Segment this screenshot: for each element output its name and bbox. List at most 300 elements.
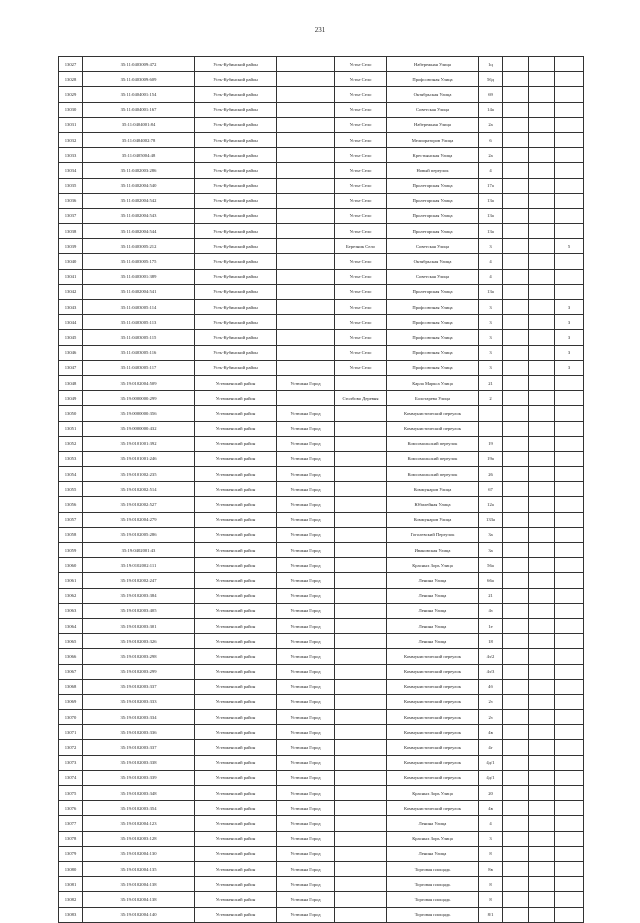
building-cell [503, 117, 529, 132]
building-cell [503, 254, 529, 269]
city-cell [277, 117, 335, 132]
building-cell [503, 360, 529, 375]
settlement-cell: Устье Село [335, 360, 387, 375]
city-cell: Устюжна Город [277, 543, 335, 558]
city-cell: Устюжна Город [277, 770, 335, 785]
apartment-cell [555, 451, 584, 466]
settlement-cell: Устье Село [335, 208, 387, 223]
apartment-cell: 3 [555, 330, 584, 345]
building-cell [503, 861, 529, 876]
apartment-cell [555, 649, 584, 664]
row-number-cell: 13069 [59, 694, 83, 709]
apartment-cell [555, 861, 584, 876]
house-cell: 3 [479, 315, 503, 330]
apartment-cell [555, 467, 584, 482]
house-cell: 67 [479, 482, 503, 497]
district-cell: Усть-Кубинский район [195, 345, 277, 360]
apartment-cell [555, 634, 584, 649]
apartment-cell: 3 [555, 345, 584, 360]
table-row [59, 163, 584, 178]
street-cell: Комсомольский переулок [387, 467, 479, 482]
street-cell: Гоголевский Переулок [387, 527, 479, 542]
table-row [59, 102, 584, 117]
row-number-cell: 13037 [59, 208, 83, 223]
apartment-cell [555, 527, 584, 542]
street-cell: Коммунистический переулок [387, 801, 479, 816]
district-cell: Устюженский район [195, 907, 277, 922]
district-cell: Устюженский район [195, 740, 277, 755]
house-cell: 4з [479, 603, 503, 618]
settlement-cell [335, 634, 387, 649]
building-cell [503, 573, 529, 588]
street-cell: Ленина Улица [387, 588, 479, 603]
building-cell [503, 679, 529, 694]
cadastral-number-cell: 35:19:0102003:128 [83, 831, 195, 846]
settlement-cell: Устье Село [335, 87, 387, 102]
cadastral-number-cell: 35:11:0402004:543 [83, 208, 195, 223]
district-cell: Усть-Кубинский район [195, 239, 277, 254]
building-cell [503, 634, 529, 649]
district-cell: Усть-Кубинский район [195, 224, 277, 239]
city-cell: Устюжна Город [277, 588, 335, 603]
street-cell: Советская Улица [387, 239, 479, 254]
building-cell [503, 72, 529, 87]
row-number-cell: 13027 [59, 57, 83, 72]
street-cell: Ленина Улица [387, 816, 479, 831]
structure-cell [529, 558, 555, 573]
street-cell: Комсомольский переулок [387, 436, 479, 451]
structure-cell [529, 543, 555, 558]
cadastral-number-cell: 35:19:0102004:138 [83, 877, 195, 892]
apartment-cell [555, 224, 584, 239]
building-cell [503, 558, 529, 573]
house-cell: 13а [479, 284, 503, 299]
row-number-cell: 13055 [59, 482, 83, 497]
row-number-cell: 13051 [59, 421, 83, 436]
house-cell: 14а [479, 102, 503, 117]
structure-cell [529, 360, 555, 375]
house-cell: 4з/3 [479, 664, 503, 679]
building-cell [503, 497, 529, 512]
apartment-cell [555, 618, 584, 633]
structure-cell [529, 375, 555, 390]
settlement-cell [335, 664, 387, 679]
row-number-cell: 13071 [59, 725, 83, 740]
district-cell: Устюженский район [195, 406, 277, 421]
settlement-cell [335, 512, 387, 527]
house-cell: 4г [479, 740, 503, 755]
table-row [59, 649, 584, 664]
apartment-cell [555, 801, 584, 816]
street-cell: Ленина Улица [387, 618, 479, 633]
street-cell: Крестьянская Улица [387, 148, 479, 163]
cadastral-number-cell: 35:19:0101001:392 [83, 436, 195, 451]
row-number-cell: 13062 [59, 588, 83, 603]
building-cell [503, 543, 529, 558]
house-cell: 4в [479, 725, 503, 740]
street-cell: Набережная Улица [387, 117, 479, 132]
settlement-cell [335, 831, 387, 846]
table-row [59, 816, 584, 831]
district-cell: Усть-Кубинский район [195, 254, 277, 269]
house-cell: 3 [479, 300, 503, 315]
apartment-cell [555, 148, 584, 163]
street-cell: Коммунаров Улица [387, 482, 479, 497]
house-cell: 3 [479, 360, 503, 375]
structure-cell [529, 421, 555, 436]
city-cell [277, 300, 335, 315]
apartment-cell [555, 269, 584, 284]
cadastral-number-cell: 35:11:0404001:84 [83, 117, 195, 132]
cadastral-number-cell: 35:19:0102003:405 [83, 603, 195, 618]
row-number-cell: 13063 [59, 603, 83, 618]
house-cell: 2з [479, 710, 503, 725]
district-cell: Устюженский район [195, 892, 277, 907]
table-row [59, 786, 584, 801]
house-cell: 4д/1 [479, 755, 503, 770]
table-row [59, 861, 584, 876]
settlement-cell: Устье Село [335, 224, 387, 239]
building-cell [503, 345, 529, 360]
city-cell [277, 239, 335, 254]
settlement-cell [335, 877, 387, 892]
house-cell: 1е [479, 618, 503, 633]
district-cell: Устюженский район [195, 543, 277, 558]
structure-cell [529, 831, 555, 846]
district-cell: Устюженский район [195, 618, 277, 633]
city-cell [277, 87, 335, 102]
cadastral-number-cell: 35:19:0102004:140 [83, 907, 195, 922]
table-row [59, 315, 584, 330]
apartment-cell [555, 710, 584, 725]
house-cell: 69 [479, 87, 503, 102]
settlement-cell [335, 907, 387, 922]
street-cell: Советская Улица [387, 269, 479, 284]
settlement-cell [335, 740, 387, 755]
street-cell: Ленина Улица [387, 603, 479, 618]
structure-cell [529, 755, 555, 770]
apartment-cell [555, 254, 584, 269]
row-number-cell: 13066 [59, 649, 83, 664]
settlement-cell [335, 846, 387, 861]
house-cell: 26 [479, 467, 503, 482]
building-cell [503, 710, 529, 725]
district-cell: Усть-Кубинский район [195, 300, 277, 315]
district-cell: Устюженский район [195, 512, 277, 527]
building-cell [503, 239, 529, 254]
cadastral-number-cell: 35:19:0000000:432 [83, 421, 195, 436]
street-cell: Комсомольский переулок [387, 451, 479, 466]
cadastral-number-cell: 35:19:0102002:514 [83, 482, 195, 497]
apartment-cell [555, 57, 584, 72]
district-cell: Усть-Кубинский район [195, 208, 277, 223]
table-row [59, 558, 584, 573]
building-cell [503, 512, 529, 527]
district-cell: Устюженский район [195, 755, 277, 770]
house-cell: 3 [479, 239, 503, 254]
cadastral-number-cell: 35:19:0102004:130 [83, 846, 195, 861]
table-row [59, 87, 584, 102]
settlement-cell: Устье Село [335, 132, 387, 147]
table-row [59, 436, 584, 451]
apartment-cell [555, 694, 584, 709]
building-cell [503, 224, 529, 239]
district-cell: Усть-Кубинский район [195, 148, 277, 163]
city-cell [277, 330, 335, 345]
building-cell [503, 436, 529, 451]
house-cell: 4 [479, 816, 503, 831]
cadastral-number-cell: 35:11:0402004:544 [83, 224, 195, 239]
apartment-cell: 5 [555, 239, 584, 254]
table-row [59, 375, 584, 390]
row-number-cell: 13064 [59, 618, 83, 633]
structure-cell [529, 497, 555, 512]
building-cell [503, 725, 529, 740]
structure-cell [529, 269, 555, 284]
table-row [59, 618, 584, 633]
district-cell: Устюженский район [195, 801, 277, 816]
house-cell: 13а [479, 224, 503, 239]
street-cell: Профсоюзная Улица [387, 330, 479, 345]
row-number-cell: 13046 [59, 345, 83, 360]
row-number-cell: 13061 [59, 573, 83, 588]
house-cell: 8/1 [479, 907, 503, 922]
row-number-cell: 13030 [59, 102, 83, 117]
structure-cell [529, 816, 555, 831]
cadastral-number-cell: 35:19:0102003:339 [83, 770, 195, 785]
building-cell [503, 907, 529, 922]
row-number-cell: 13070 [59, 710, 83, 725]
settlement-cell: Устье Село [335, 315, 387, 330]
table-row [59, 588, 584, 603]
city-cell: Устюжна Город [277, 801, 335, 816]
city-cell: Устюжна Город [277, 846, 335, 861]
house-cell: 4з/2 [479, 649, 503, 664]
city-cell [277, 132, 335, 147]
row-number-cell: 13040 [59, 254, 83, 269]
apartment-cell [555, 679, 584, 694]
structure-cell [529, 224, 555, 239]
row-number-cell: 13074 [59, 770, 83, 785]
apartment-cell [555, 558, 584, 573]
row-number-cell: 13077 [59, 816, 83, 831]
cadastral-number-cell: 35:11:0404002:78 [83, 132, 195, 147]
apartment-cell [555, 877, 584, 892]
apartment-cell [555, 512, 584, 527]
cadastral-number-cell: 35:11:0402004:540 [83, 178, 195, 193]
table-row [59, 208, 584, 223]
house-cell: 8 [479, 892, 503, 907]
settlement-cell: Устье Село [335, 102, 387, 117]
row-number-cell: 13043 [59, 300, 83, 315]
building-cell [503, 87, 529, 102]
cadastral-number-cell: 35:19:0402001:43 [83, 543, 195, 558]
city-cell [277, 148, 335, 163]
district-cell: Устюженский район [195, 482, 277, 497]
table-row [59, 193, 584, 208]
table-row [59, 330, 584, 345]
street-cell: Профсоюзная Улица [387, 360, 479, 375]
house-cell: 4д/1 [479, 770, 503, 785]
street-cell: Пролетарская Улица [387, 178, 479, 193]
table-row [59, 846, 584, 861]
table-row [59, 573, 584, 588]
table-row [59, 178, 584, 193]
structure-cell [529, 178, 555, 193]
structure-cell [529, 406, 555, 421]
table-row [59, 725, 584, 740]
row-number-cell: 13036 [59, 193, 83, 208]
city-cell [277, 72, 335, 87]
street-cell: Красных Зорь Улица [387, 786, 479, 801]
table-row [59, 406, 584, 421]
district-cell: Усть-Кубинский район [195, 87, 277, 102]
structure-cell [529, 482, 555, 497]
settlement-cell [335, 588, 387, 603]
cadastral-number-cell: 35:11:0402004:542 [83, 193, 195, 208]
building-cell [503, 330, 529, 345]
apartment-cell [555, 406, 584, 421]
street-cell: Торговая площадь [387, 877, 479, 892]
table-row [59, 801, 584, 816]
street-cell: Коммунистический переулок [387, 679, 479, 694]
cadastral-number-cell: 35:11:0403005:117 [83, 360, 195, 375]
street-cell: Коммунистический переулок [387, 406, 479, 421]
settlement-cell [335, 603, 387, 618]
house-cell: 2з [479, 694, 503, 709]
settlement-cell [335, 861, 387, 876]
apartment-cell [555, 117, 584, 132]
structure-cell [529, 57, 555, 72]
structure-cell [529, 132, 555, 147]
settlement-cell [335, 558, 387, 573]
city-cell: Устюжна Город [277, 892, 335, 907]
settlement-cell [335, 649, 387, 664]
cadastral-number-cell: 35:11:0403005:212 [83, 239, 195, 254]
structure-cell [529, 72, 555, 87]
row-number-cell: 13059 [59, 543, 83, 558]
street-cell: Коммунистический переулок [387, 421, 479, 436]
district-cell: Устюженский район [195, 588, 277, 603]
structure-cell [529, 102, 555, 117]
table-row [59, 300, 584, 315]
city-cell: Устюжна Город [277, 375, 335, 390]
cadastral-number-cell: 35:19:0000000:356 [83, 406, 195, 421]
street-cell: Новый переулок [387, 163, 479, 178]
street-cell: Октябрьская Улица [387, 87, 479, 102]
apartment-cell [555, 72, 584, 87]
cadastral-number-cell: 35:11:0403009:609 [83, 72, 195, 87]
structure-cell [529, 770, 555, 785]
district-cell: Устюженский район [195, 861, 277, 876]
apartment-cell [555, 132, 584, 147]
table-row [59, 132, 584, 147]
house-cell: 19 [479, 436, 503, 451]
building-cell [503, 755, 529, 770]
city-cell: Устюжна Город [277, 907, 335, 922]
settlement-cell [335, 816, 387, 831]
structure-cell [529, 239, 555, 254]
row-number-cell: 13031 [59, 117, 83, 132]
table-row [59, 360, 584, 375]
cadastral-number-cell: 35:19:0101002:235 [83, 467, 195, 482]
city-cell: Устюжна Город [277, 436, 335, 451]
building-cell [503, 816, 529, 831]
district-cell: Устюженский район [195, 846, 277, 861]
house-cell: 4 [479, 254, 503, 269]
district-cell: Устюженский район [195, 436, 277, 451]
row-number-cell: 13067 [59, 664, 83, 679]
district-cell: Усть-Кубинский район [195, 193, 277, 208]
house-cell: 2а [479, 148, 503, 163]
structure-cell [529, 603, 555, 618]
settlement-cell: Устье Село [335, 269, 387, 284]
apartment-cell [555, 87, 584, 102]
settlement-cell [335, 451, 387, 466]
house-cell: 2а [479, 117, 503, 132]
structure-cell [529, 345, 555, 360]
settlement-cell [335, 436, 387, 451]
building-cell [503, 208, 529, 223]
district-cell: Устюженский район [195, 816, 277, 831]
settlement-cell [335, 770, 387, 785]
district-cell: Устюженский район [195, 391, 277, 406]
apartment-cell [555, 816, 584, 831]
building-cell [503, 193, 529, 208]
apartment-cell [555, 375, 584, 390]
settlement-cell [335, 406, 387, 421]
table-row [59, 694, 584, 709]
structure-cell [529, 649, 555, 664]
row-number-cell: 13078 [59, 831, 83, 846]
cadastral-number-cell: 35:11:0403005:116 [83, 345, 195, 360]
row-number-cell: 13035 [59, 178, 83, 193]
settlement-cell: Устье Село [335, 57, 387, 72]
district-cell: Усть-Кубинский район [195, 330, 277, 345]
row-number-cell: 13065 [59, 634, 83, 649]
city-cell: Устюжна Город [277, 406, 335, 421]
structure-cell [529, 254, 555, 269]
table-row [59, 421, 584, 436]
house-cell: 13а [479, 193, 503, 208]
city-cell: Устюжна Город [277, 694, 335, 709]
row-number-cell: 13034 [59, 163, 83, 178]
cadastral-number-cell: 35:11:0402003:286 [83, 163, 195, 178]
structure-cell [529, 193, 555, 208]
structure-cell [529, 330, 555, 345]
building-cell [503, 831, 529, 846]
cadastral-number-cell: 35:19:0102005:286 [83, 527, 195, 542]
building-cell [503, 649, 529, 664]
street-cell: Юбилейная Улица [387, 497, 479, 512]
apartment-cell [555, 208, 584, 223]
building-cell [503, 178, 529, 193]
settlement-cell [335, 543, 387, 558]
district-cell: Устюженский район [195, 603, 277, 618]
building-cell [503, 786, 529, 801]
city-cell: Устюжна Город [277, 512, 335, 527]
city-cell [277, 269, 335, 284]
district-cell: Устюженский район [195, 710, 277, 725]
apartment-cell [555, 740, 584, 755]
house-cell: 3а [479, 527, 503, 542]
city-cell [277, 178, 335, 193]
building-cell [503, 603, 529, 618]
row-number-cell: 13057 [59, 512, 83, 527]
house-cell: 66а [479, 573, 503, 588]
apartment-cell [555, 770, 584, 785]
street-cell: Ленина Улица [387, 846, 479, 861]
